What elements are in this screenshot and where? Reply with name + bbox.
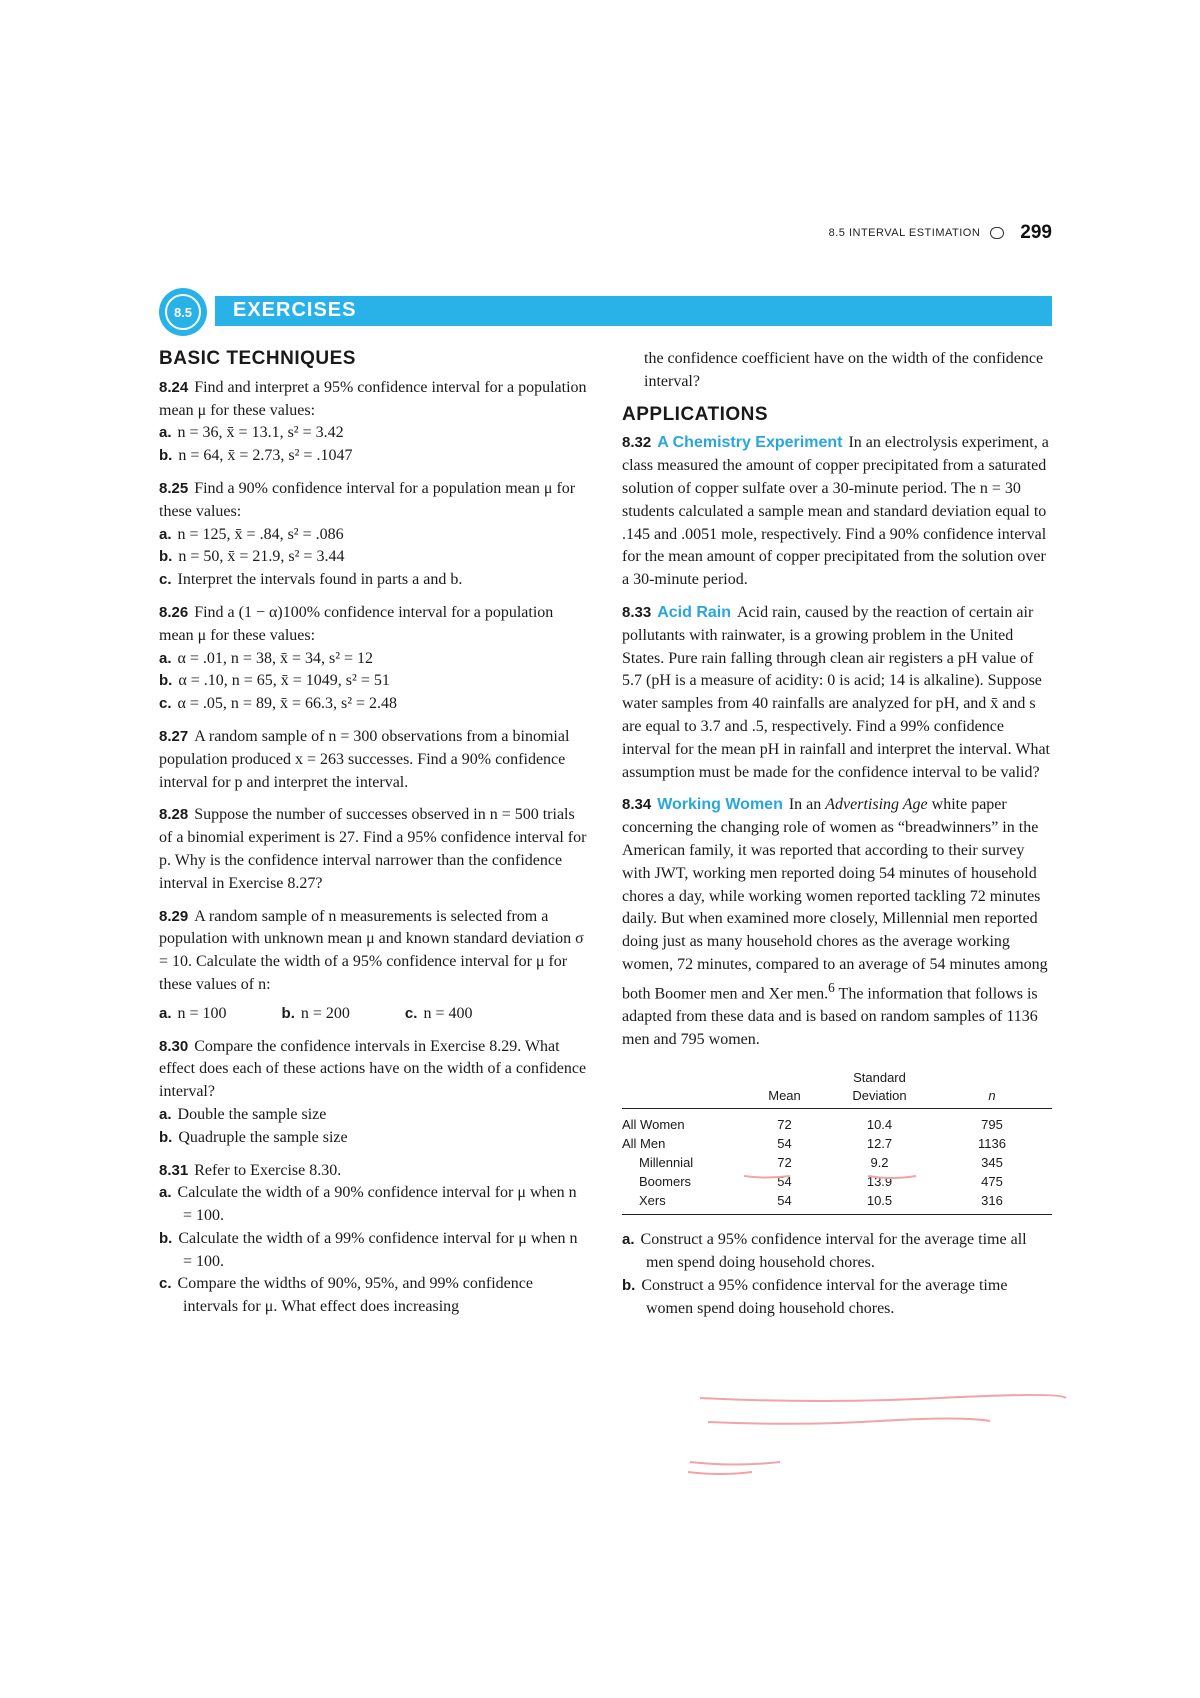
pen-underline [700,1395,1066,1401]
circle-icon [990,227,1004,239]
exercise-number: 8.30 [159,1037,189,1055]
exercise-8-26 [159,602,587,716]
exercise-number: 8.25 [159,479,189,497]
exercise-number: 8.31 [159,1161,189,1179]
exercise-number: 8.32 [622,434,652,452]
exercise-title: Working Women [657,796,783,814]
exercise-8-30 [159,1036,587,1150]
section-badge [159,288,207,336]
left-column [159,348,587,1329]
exercise-text: Refer to Exercise 8.30. [194,1161,342,1179]
exercise-number: 8.24 [159,378,189,396]
exercise-part-c: c. Compare the widths of 90%, 95%, and 99% confidence intervals for μ. What effect does increasing [159,1275,533,1316]
section-heading-applications: APPLICATIONS [622,403,769,425]
data-table [622,1069,1052,1215]
exercise-part-a: a. α = .01, n = 38, x̄ = 34, s² = 12 [159,649,374,667]
right-column [622,348,1052,1331]
exercise-part-a: a. Construct a 95% confidence interval for the average time all men spend doing household chores. [622,1231,1027,1272]
exercise-8-24 [159,377,587,468]
footnote-marker: 6 [828,979,835,995]
table-row: All Women 72 10.4 795 [622,1117,1003,1133]
exercise-part-b: b. Calculate the width of a 99% confidence interval for μ when n = 100. [159,1229,578,1270]
exercise-text: Suppose the number of successes observed in n = 500 trials of a binomial experiment is 27. Find a 95% confidence interval for p. Why is the confidence interval narrower than the confidence interval in Exercise 8.27? [159,806,587,892]
section-badge-number: 8.5 [165,294,201,330]
exercise-text: Acid rain, caused by the reaction of certain air pollutants with rainwater, is a growing problem in the United States. Pure rain falling through clean air registers a pH value of 5.7 (pH is a measure of acidity: 0 is acid; 14 is alkaline). Suppose water samples from 40 rainfalls are analyzed for pH, and x̄ and s are equal to 3.7 and .5, respectively. Find a 99% confidence interval for the mean pH in rainfall and interpret the interval. What assumption must be made for the confidence interval to be valid? [622,603,1050,781]
exercise-part-b: b. Construct a 95% confidence interval for the average time women spend doing household chores. [622,1277,1008,1317]
exercise-text: Find a (1 − α)100% confidence interval for a population mean μ for these values: [159,603,554,644]
exercise-part-c: c. n = 400 [404,1004,473,1022]
exercise-part-b: b. n = 200 [281,1004,350,1022]
pen-underline [688,1472,752,1474]
banner-title: EXERCISES [233,299,357,321]
running-head-section: 8.5 INTERVAL ESTIMATION [828,227,981,239]
exercise-8-29 [159,906,587,1026]
running-head [829,222,1052,244]
exercise-8-25 [159,478,587,592]
table-row: Xers 54 10.5 316 [622,1191,1052,1215]
exercise-parts-row [159,1003,587,1026]
exercise-8-31-continued: the confidence coefficient have on the width of the confidence interval? [644,350,1044,390]
exercise-part-c: c. Interpret the intervals found in parts a and b. [159,571,463,589]
exercise-part-a: a. Calculate the width of a 90% confidence interval for μ when n = 100. [159,1184,577,1225]
exercise-text: A random sample of n = 300 observations from a binomial population produced x = 263 successes. Find a 90% confidence interval for p and interpret the interval. [159,727,570,791]
exercise-text: Find and interpret a 95% confidence interval for a population mean μ for these values: [159,378,587,419]
exercise-number: 8.27 [159,727,189,745]
exercise-number: 8.29 [159,907,189,925]
exercise-part-b: b. n = 64, x̄ = 2.73, s² = .1047 [159,447,353,465]
exercise-part-a: a. n = 100 [159,1004,227,1022]
exercise-text: In an electrolysis experiment, a class measured the amount of copper precipitated from a saturated solution of copper sulfate over a 30-minute period. The n = 30 students calculated a sample mean and standard deviation equal to .145 and .0051 mole, respectively. Find a 90% confidence interval for the mean amount of copper precipitated from the solution over a 30-minute period. [622,434,1049,589]
pen-underline [690,1462,780,1465]
exercise-part-a: a. Double the sample size [159,1105,327,1123]
exercise-8-34: 8.34 Working Women In an Advertising Age white paper concerning the changing role of women as “breadwinners” in the American family, it was reported that according to their survey with JWT, working men reported doing 54 minutes of household chores a day, while working women reported tackling 72 minutes daily. But when examined more closely, Millennial men reported doing just as many household chores as the average working women, 72 minutes, compared to an average of 54 minutes among both Boomer men and Xer men.$^6$ The information that follows is adapted from these data and is based on random samples of 1136 men and 795 women. Mean Standard Deviation n All Women 72 10.4 795 All Men 54 12.7 1136 Millennial 72 9.2 345 Boomers 54 13.9 475 Xers 54 10.5 316 a. Construct a 95% confidence interval for the average time all men spend doing household chores. b. Construct a 95% confidence interval for the average time women spend doing household chores. [622,794,1052,1320]
exercise-8-33 [622,602,1052,784]
exercise-part-a: a. n = 125, x̄ = .84, s² = .086 [159,525,344,543]
exercise-part-b: b. α = .10, n = 65, x̄ = 1049, s² = 51 [159,672,390,690]
pen-underline [708,1419,990,1424]
exercise-part-a: a. n = 36, x̄ = 13.1, s² = 3.42 [159,424,344,442]
exercise-text: A random sample of n measurements is selected from a population with unknown mean μ and known standard deviation σ = 10. Calculate the width of a 95% confidence interval for μ for these values of n: [159,907,584,993]
exercise-8-31 [159,1160,587,1320]
exercise-8-28 [159,804,587,895]
table-row: Millennial 72 9.2 345 [639,1155,1003,1171]
exercise-number: 8.34 [622,796,652,814]
exercise-8-32 [622,432,1052,592]
exercise-part-b: b. Quadruple the sample size [159,1128,348,1146]
exercise-title: Acid Rain [657,603,731,621]
source-title: Advertising Age [825,796,928,814]
exercise-part-b: b. n = 50, x̄ = 21.9, s² = 3.44 [159,548,345,566]
col-header-sd: Standard Deviation [827,1069,932,1109]
col-header-n: n [932,1069,1052,1109]
exercise-part-c: c. α = .05, n = 89, x̄ = 66.3, s² = 2.48 [159,695,398,713]
section-heading-basic: BASIC TECHNIQUES [159,348,356,369]
table-row: All Men 54 12.7 1136 [622,1136,1006,1152]
exercise-text: Find a 90% confidence interval for a population mean μ for these values: [159,479,576,520]
exercise-text: Compare the confidence intervals in Exercise 8.29. What effect does each of these actions have on the width of a confidence interval? [159,1037,587,1101]
col-header-mean: Mean [742,1069,827,1109]
table-row: Boomers 54 13.9 475 [639,1174,1003,1190]
exercises-banner [215,296,1052,326]
exercise-number: 8.33 [622,603,652,621]
page-number: 299 [1020,222,1052,243]
exercise-title: A Chemistry Experiment [657,434,843,452]
exercise-8-27 [159,726,587,794]
exercise-number: 8.28 [159,806,189,824]
exercise-number: 8.26 [159,603,189,621]
